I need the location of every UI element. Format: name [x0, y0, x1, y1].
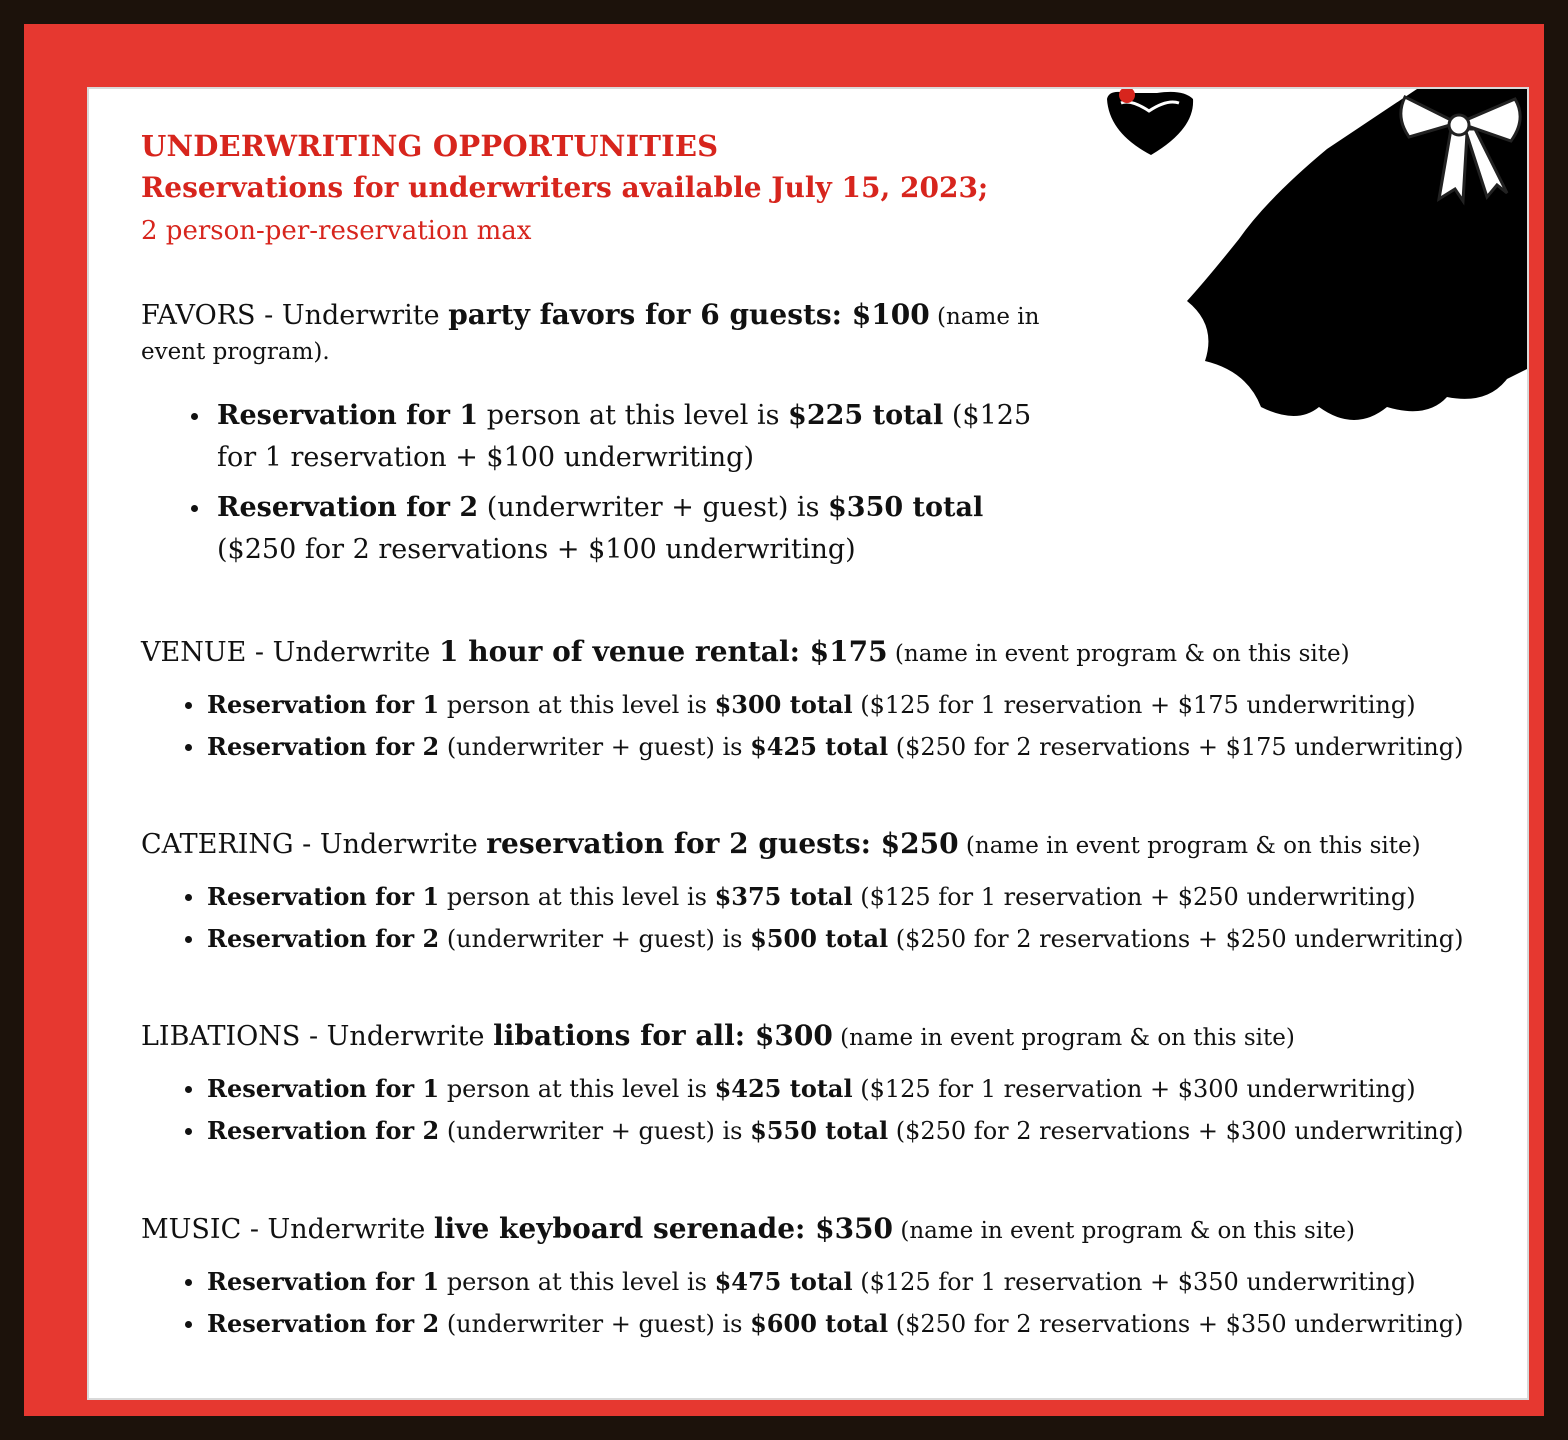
- tier-note: (name in event program & on this site): [887, 641, 1350, 667]
- res-total: $425 total: [714, 1074, 853, 1103]
- res-total: $600 total: [750, 1309, 889, 1338]
- res-mid: person at this level is: [439, 691, 715, 719]
- res-mid: (underwriter + guest) is: [478, 492, 829, 523]
- bullet-icon: [185, 1086, 192, 1093]
- res-label: Reservation for 1: [207, 690, 440, 719]
- tier-venue: [141, 632, 1350, 674]
- bullet-icon: [185, 1321, 192, 1328]
- res-total: $500 total: [750, 924, 889, 953]
- res-label: Reservation for 1: [207, 1074, 440, 1103]
- res-label: Reservation for 1: [217, 400, 479, 431]
- res-label: Reservation for 2: [207, 732, 440, 761]
- page-title: UNDERWRITING OPPORTUNITIES: [141, 129, 719, 163]
- res-detail: ($125 for 1 reservation + $175 underwriting): [852, 691, 1416, 719]
- tier-item: party favors for 6 guests: $100: [448, 298, 930, 331]
- tier-libations: [141, 1016, 1295, 1058]
- bullet-icon: [185, 1279, 192, 1286]
- res-detail: ($250 for 2 reservations + $300 underwriting): [888, 1117, 1464, 1145]
- red-frame: [24, 24, 1544, 1416]
- tier-category: CATERING: [141, 829, 294, 860]
- tier-favors-note-cont: event program).: [141, 339, 330, 365]
- dress-illustration: [1087, 89, 1527, 509]
- res-total: $550 total: [750, 1116, 889, 1145]
- res-detail-cont: for 1 reservation + $100 underwriting): [217, 442, 754, 473]
- catering-reservations: [207, 876, 1463, 960]
- res-detail: ($125 for 1 reservation + $350 underwriting): [852, 1268, 1416, 1296]
- list-item: [207, 1110, 1463, 1152]
- res-mid: (underwriter + guest) is: [439, 925, 751, 953]
- content-card: [89, 89, 1527, 1398]
- res-mid: person at this level is: [439, 883, 715, 911]
- res-detail-cont: ($250 for 2 reservations + $100 underwriting): [217, 534, 856, 565]
- tier-item: 1 hour of venue rental: $175: [438, 635, 888, 668]
- list-item: [217, 487, 1037, 571]
- heart-icon: [1107, 92, 1193, 155]
- tier-note: (name in event program & on this site): [832, 1025, 1295, 1051]
- res-detail: ($125 for 1 reservation + $300 underwriting): [852, 1075, 1416, 1103]
- list-item: [207, 1261, 1463, 1303]
- libations-reservations: [207, 1068, 1463, 1152]
- tier-note: (name in event program & on this site): [893, 1218, 1356, 1244]
- reservation-max-text: 2 person-per-reservation max: [141, 216, 532, 246]
- res-label: Reservation for 1: [207, 882, 440, 911]
- music-reservations: [207, 1261, 1463, 1345]
- res-label: Reservation for 2: [207, 1116, 440, 1145]
- res-mid: person at this level is: [439, 1075, 715, 1103]
- res-label: Reservation for 1: [207, 1267, 440, 1296]
- res-detail: ($125: [943, 400, 1032, 431]
- res-detail: ($250 for 2 reservations + $175 underwriting): [888, 733, 1464, 761]
- favors-reservations: [217, 395, 1037, 579]
- tier-prefix: - Underwrite: [246, 637, 439, 668]
- bullet-icon: [185, 702, 192, 709]
- bullet-icon: [185, 1128, 192, 1135]
- tier-note: (name in event program & on this site): [958, 833, 1421, 859]
- tier-catering: [141, 824, 1421, 866]
- tier-favors: [141, 295, 1039, 337]
- tier-category: LIBATIONS: [141, 1021, 301, 1052]
- tier-item: live keyboard serenade: $350: [433, 1212, 894, 1245]
- tier-prefix: - Underwrite: [255, 300, 449, 331]
- list-item: [207, 684, 1463, 726]
- res-detail: ($250 for 2 reservations + $250 underwriting): [888, 925, 1464, 953]
- availability-text: Reservations for underwriters available July 15, 2023;: [141, 171, 989, 204]
- tier-category: MUSIC: [141, 1214, 242, 1245]
- res-detail: ($125 for 1 reservation + $250 underwriting): [852, 883, 1416, 911]
- list-item: [207, 876, 1463, 918]
- res-mid: (underwriter + guest) is: [439, 733, 751, 761]
- res-mid: person at this level is: [439, 1268, 715, 1296]
- res-mid: (underwriter + guest) is: [439, 1117, 751, 1145]
- venue-reservations: [207, 684, 1463, 768]
- tier-prefix: - Underwrite: [241, 1214, 434, 1245]
- tier-item: libations for all: $300: [493, 1019, 833, 1052]
- res-label: Reservation for 2: [207, 1309, 440, 1338]
- tier-note: (name in: [929, 304, 1040, 330]
- res-total: $375 total: [714, 882, 853, 911]
- list-item: [217, 395, 1037, 479]
- res-total: $475 total: [714, 1267, 853, 1296]
- list-item: [207, 1303, 1463, 1345]
- bullet-icon: [185, 744, 192, 751]
- res-label: Reservation for 2: [217, 492, 479, 523]
- tier-category: FAVORS: [141, 300, 256, 331]
- tier-prefix: - Underwrite: [300, 1021, 494, 1052]
- res-total: $225 total: [788, 400, 944, 431]
- bullet-icon: [185, 936, 192, 943]
- list-item: [207, 726, 1463, 768]
- bullet-icon: [185, 894, 192, 901]
- bullet-icon: [191, 413, 198, 420]
- res-mid: (underwriter + guest) is: [439, 1310, 751, 1338]
- list-item: [207, 1068, 1463, 1110]
- tier-category: VENUE: [141, 637, 247, 668]
- tier-music: [141, 1209, 1355, 1251]
- tier-prefix: - Underwrite: [293, 829, 487, 860]
- bullet-icon: [191, 505, 198, 512]
- res-label: Reservation for 2: [207, 924, 440, 953]
- res-total: $425 total: [750, 732, 889, 761]
- res-total: $350 total: [828, 492, 984, 523]
- res-detail: ($250 for 2 reservations + $350 underwriting): [888, 1310, 1464, 1338]
- list-item: [207, 918, 1463, 960]
- res-total: $300 total: [714, 690, 853, 719]
- tier-item: reservation for 2 guests: $250: [486, 827, 959, 860]
- heading-block: [141, 125, 988, 253]
- res-mid: person at this level is: [478, 400, 789, 431]
